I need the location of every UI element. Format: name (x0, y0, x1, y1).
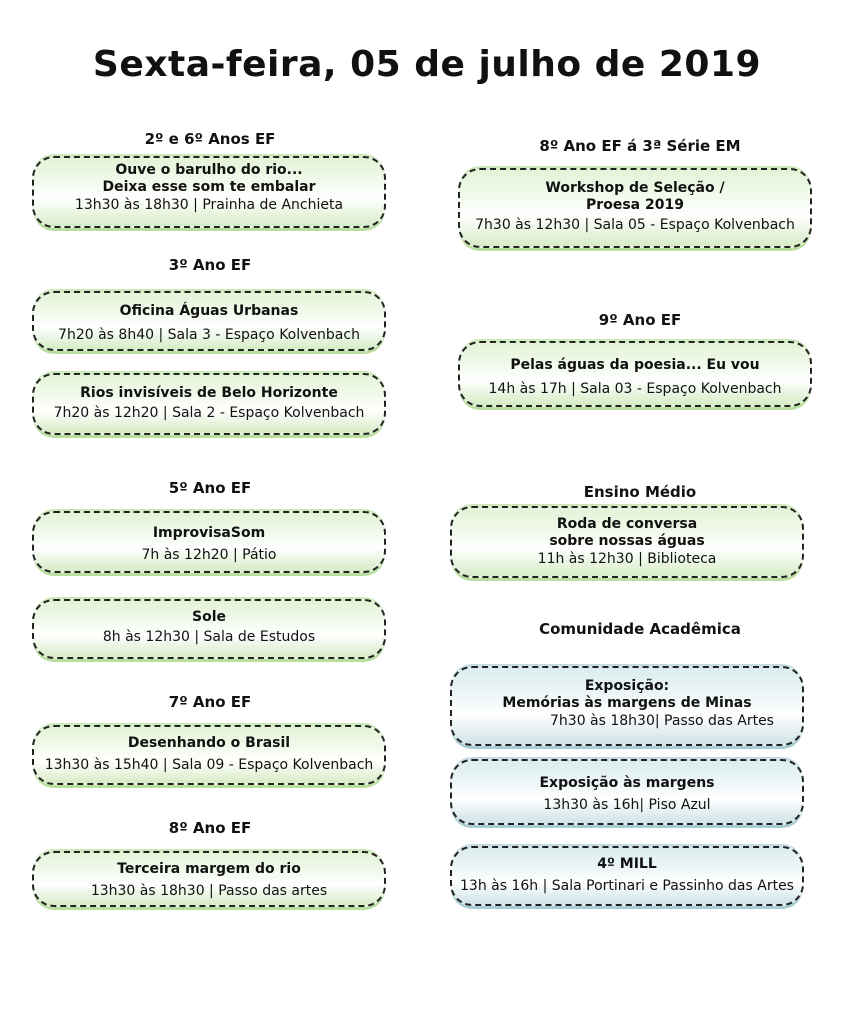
event-info: 13h30 às 18h30 | Passo das artes (90, 883, 328, 899)
event-title: Terceira margem do rio (117, 861, 301, 877)
event-card-terceira-margem (32, 851, 386, 907)
event-card-exposicao-memorias (450, 666, 804, 746)
event-info: 11h às 12h30 | Biblioteca (537, 551, 717, 567)
event-card-ouve-o-barulho (32, 156, 386, 228)
group-heading-8-ano: 8º Ano EF (168, 819, 252, 837)
event-info: 7h20 às 8h40 | Sala 3 - Espaço Kolvenbach (58, 327, 360, 343)
group-heading-8-ano-3-serie: 8º Ano EF á 3ª Série EM (539, 137, 741, 155)
event-card-sole (32, 599, 386, 659)
group-heading-ensino-medio: Ensino Médio (583, 483, 697, 501)
event-title: Desenhando o Brasil (127, 735, 291, 751)
group-heading-3-ano: 3º Ano EF (168, 256, 252, 274)
event-title: 4º MILL (597, 856, 657, 872)
event-title: Sole (192, 609, 226, 625)
event-info: 7h30 às 18h30| Passo das Artes (550, 713, 774, 729)
event-info: 7h às 12h20 | Pátio (141, 547, 277, 563)
group-heading-9-ano: 9º Ano EF (598, 311, 682, 329)
event-info: 8h às 12h30 | Sala de Estudos (102, 629, 316, 645)
event-title: Oficina Águas Urbanas (119, 303, 299, 319)
event-card-pelas-aguas-da-poesia (458, 341, 812, 407)
event-info: 13h30 às 15h40 | Sala 09 - Espaço Kolvenbach (44, 757, 374, 773)
event-card-roda-de-conversa (450, 506, 804, 578)
event-info: 14h às 17h | Sala 03 - Espaço Kolvenbach (488, 381, 782, 397)
event-title: Ouve o barulho do rio... Deixa esse som te embalar (102, 162, 316, 195)
event-info: 13h30 às 18h30 | Prainha de Anchieta (74, 197, 344, 213)
event-card-workshop-selecao (458, 168, 812, 248)
event-title: Roda de conversa sobre nossas águas (549, 516, 705, 549)
group-heading-7-ano: 7º Ano EF (168, 693, 252, 711)
event-title: Workshop de Seleção / Proesa 2019 (545, 180, 725, 213)
event-title: Exposição: Memórias às margens de Minas (502, 678, 752, 711)
event-info: 7h20 às 12h20 | Sala 2 - Espaço Kolvenbach (53, 405, 365, 421)
event-card-rios-invisiveis (32, 373, 386, 435)
event-title: ImprovisaSom (152, 525, 266, 541)
event-card-exposicao-as-margens (450, 759, 804, 825)
event-info: 13h às 16h | Sala Portinari e Passinho das Artes (460, 878, 794, 894)
event-title: Exposição às margens (539, 775, 715, 791)
event-title: Rios invisíveis de Belo Horizonte (80, 385, 338, 401)
group-heading-comunidade-academica: Comunidade Acadêmica (539, 620, 741, 638)
event-info: 13h30 às 16h| Piso Azul (543, 797, 711, 813)
page-title: Sexta-feira, 05 de julho de 2019 (92, 44, 762, 85)
event-card-desenhando-o-brasil (32, 725, 386, 785)
event-card-improvisasom (32, 511, 386, 573)
event-card-oficina-aguas-urbanas (32, 291, 386, 351)
event-info: 7h30 às 12h30 | Sala 05 - Espaço Kolvenbach (475, 217, 795, 233)
event-card-4-mill (450, 846, 804, 906)
group-heading-2-6-anos: 2º e 6º Anos EF (144, 130, 276, 148)
event-title: Pelas águas da poesia... Eu vou (510, 357, 760, 373)
group-heading-5-ano: 5º Ano EF (168, 479, 252, 497)
